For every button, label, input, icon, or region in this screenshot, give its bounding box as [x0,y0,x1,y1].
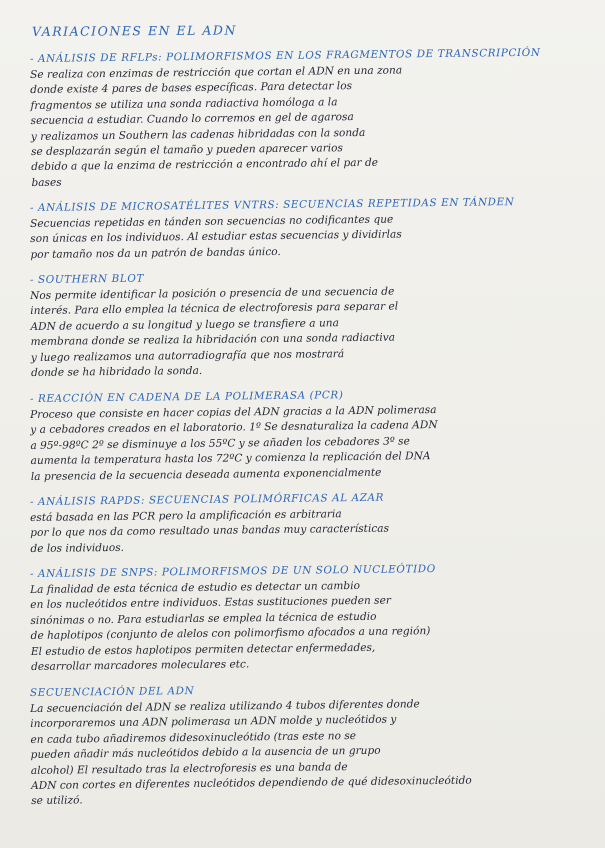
text-line: está basada en las PCR pero la amplificación es arbitraria [30,508,342,524]
text-line: pueden añadir más nucleótidos debido a la ausencia de un grupo [30,744,381,761]
text-line: fragmentos se utiliza una sonda radiactiva homóloga a la [30,96,338,112]
text-line: en los nucleótidos entre individuos. Estas sustituciones pueden ser [30,595,391,612]
text-line: Nos permite identificar la posición o presencia de una secuencia de [30,286,395,303]
section-heading: SECUENCIACIÓN DEL ADN [29,684,195,699]
text-line: incorporaremos una ADN polimerasa un ADN molde y nucleótidos y [30,713,397,730]
text-line: desarrollar marcadores moleculares etc. [30,658,250,674]
text-line: de haplotipos (conjunto de alelos con polimorfismo afocados a una región) [30,625,431,643]
section-heading: - ANÁLISIS DE RFLPs: POLIMORFISMOS EN LOS FRAGMENTOS DE TRANSCRIPCIÓN [29,46,541,65]
text-line: la presencia de la secuencia deseada aumenta exponencialmente [30,466,382,483]
text-line: Secuencias repetidas en tánden son secuencias no codificantes que [30,213,394,231]
text-line: y a cebadores creados en el laboratorio. 1º Se desnaturaliza la cadena ADN [30,419,438,437]
text-line: de los individuos. [30,541,125,555]
text-line: aumenta la temperatura hasta los 72ºC y comienza la replicación del DNA [30,450,431,468]
text-line: se utilizó. [31,794,83,808]
notes-section [30,685,583,810]
section-heading: - SOUTHERN BLOT [29,273,145,287]
section-body [30,401,584,485]
text-line: La finalidad de esta técnica de estudio es detectar un cambio [30,580,361,597]
text-line: debido a que la enzima de restricción a encontrado ahí el par de [31,157,379,174]
text-line: secuencia a estudiar. Cuando lo corremos en gel de agarosa [30,111,354,128]
text-line: a 95º-98ºC 2º se disminuye a los 55ºC y se añaden los cebadores 3º se [30,435,410,452]
text-line: La secuenciación del ADN se realiza utilizando 4 tubos diferentes donde [30,697,420,715]
text-line: donde existe 4 pares de bases específicas. Para detectar los [30,80,353,97]
section-heading: - ANÁLISIS DE MICROSATÉLITES VNTRS: SECUENCIAS REPETIDAS EN TÁNDEN [29,196,515,215]
section-body [30,504,584,557]
text-line: alcohol) El resultado tras la electroforesis es una banda de [30,760,348,777]
page-title: VARIACIONES EN EL ADN [31,22,237,39]
text-line: ADN con cortes en diferentes nucleótidos dependiendo de qué didesoxinucleótido [30,774,472,792]
section-body [30,695,584,810]
text-line: y luego realizamos una autorradiografía que nos mostrará [30,348,345,365]
text-line: Se realiza con enzimas de restricción que cortan el ADN en una zona [30,64,403,81]
text-line: son únicas en los individuos. Al estudiar estas secuencias y dividirlas [30,229,402,246]
notes-section [29,196,583,263]
section-body [30,576,584,675]
text-line: ADN de acuerdo a su longitud y luego se transfiere a una [30,317,339,334]
text-line: bases [31,176,62,189]
notes-section [29,46,583,191]
section-body [30,61,584,191]
section-heading: - ANÁLISIS DE SNPS: POLIMORFISMOS DE UN SOLO NUCLEÓTIDO [29,563,436,581]
text-line: membrana donde se realiza la hibridación con una sonda radiactiva [30,332,396,349]
text-line: se desplazarán según el tamaño y pueden aparecer varios [30,142,344,159]
text-line: Proceso que consiste en hacer copias del ADN gracias a la ADN polimerasa [30,403,437,421]
notes-section [29,491,583,557]
section-heading: - REACCIÓN EN CADENA DE LA POLIMERASA (PCR) [29,389,344,405]
notes-section [30,272,583,381]
text-line: El estudio de estos haplotipos permiten detectar enfermedades, [30,641,376,658]
text-line: por lo que nos da como resultado unas bandas muy características [30,522,390,540]
section-body [30,210,584,263]
text-line: interés. Para ello emplea la técnica de electroforesis para separar el [30,301,399,318]
notes-section [30,391,583,485]
text-line: donde se ha hibridado la sonda. [30,365,203,380]
text-line: por tamaño nos da un patrón de bandas único. [30,246,281,262]
text-line: en cada tubo añadiremos didesoxinucleótido (tras este no se [30,729,357,746]
section-body [30,283,584,382]
notes-sections [29,46,583,809]
section-heading: - ANÁLISIS RAPDS: SECUENCIAS POLIMÓRFICAS AL AZAR [29,491,385,508]
notes-section [29,563,583,675]
text-line: y realizamos un Southern las cadenas hibridadas con la sonda [30,126,366,143]
text-line: sinónimas o no. Para estudiarlas se emplea la técnica de estudio [30,610,377,627]
